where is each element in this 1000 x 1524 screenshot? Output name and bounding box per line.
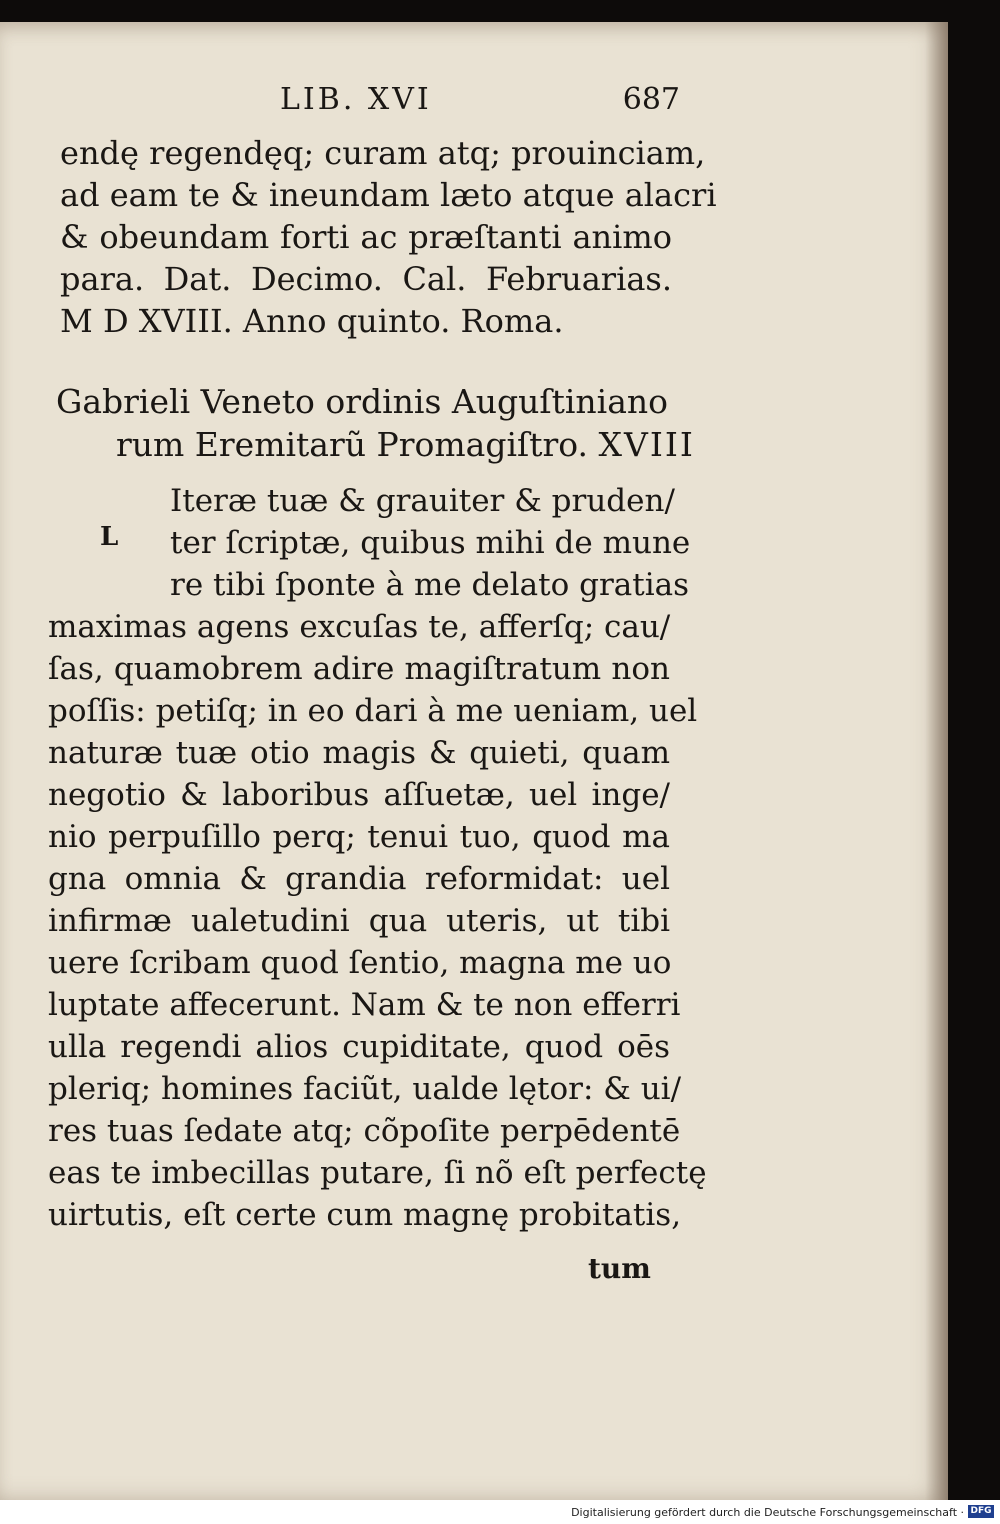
letter-line: res tuas ſedate atq; cõpoſite perpēdentē [48, 1113, 681, 1149]
letter-line: pleriq; homines faciũt, ualde lętor: & ui/ [48, 1071, 682, 1107]
letter-line: maximas agens excuſas te, afferſq; cau/ [48, 609, 671, 645]
catchword: tum [588, 1252, 651, 1285]
dfg-logo: DFG [968, 1505, 994, 1518]
page-edge-shadow [925, 22, 948, 1500]
text-line: para. Dat. Decimo. Cal. Februarias. [60, 260, 672, 298]
text-line: endę regendęq; curam atq; prouinciam, [60, 134, 706, 172]
letter-line: poſſis: petiſq; in eo dari à me ueniam, uel [48, 693, 698, 729]
text-line: & obeundam forti ac præſtanti animo [60, 218, 672, 256]
funding-credit: Digitalisierung gefördert durch die Deutsche Forschungsgemeinschaft · [571, 1506, 964, 1519]
letter-line: nio perpuſillo perq; tenui tuo, quod ma [48, 819, 670, 855]
letter-line: eas te imbecillas putare, ſi nõ eſt perfectę [48, 1155, 707, 1191]
footer-bar [0, 1500, 1000, 1524]
letter-line: re tibi ſponte à me delato gratias [170, 567, 690, 603]
letter-line: ter ſcriptæ, quibus mihi de mune [170, 525, 691, 561]
letter-body [48, 480, 707, 1236]
letter-heading [56, 380, 695, 466]
letter-line: infirmæ ualetudini qua uteris, ut tibi [48, 903, 670, 939]
text-line: ad eam te & ineundam læto atque alacri [60, 176, 717, 214]
text-line: M D XVIII. Anno quinto. Roma. [60, 302, 564, 340]
running-head [280, 82, 680, 122]
letter-line: naturæ tuæ otio magis & quieti, quam [48, 735, 670, 771]
heading-line [56, 423, 695, 466]
letter-line: luptate affecerunt. Nam & te non efferri [48, 987, 681, 1023]
letter-line: negotio & laboribus aſſuetæ, uel inge/ [48, 777, 670, 813]
heading-line: Gabrieli Veneto ordinis Auguſtiniano [56, 382, 668, 421]
letter-number: XVIII [598, 425, 695, 464]
page-number: 687 [622, 82, 680, 117]
letter-line: uere ſcribam quod ſentio, magna me uo [48, 945, 672, 981]
letter-line: ſas, quamobrem adire magiſtratum non [48, 651, 670, 687]
running-head-book: LIB. XVI [280, 82, 432, 117]
letter-line: Iteræ tuæ & grauiter & pruden/ [170, 483, 675, 519]
continuation-text [60, 132, 717, 342]
letter-line: uirtutis, eſt certe cum magnę probitatis, [48, 1197, 682, 1233]
initial-guide-letter: L [100, 522, 119, 552]
heading-recipient-title: rum Eremitarũ Promagiſtro. [116, 425, 589, 464]
letter-line: gna omnia & grandia reformidat: uel [48, 861, 670, 897]
letter-line: ulla regendi alios cupiditate, quod oēs [48, 1029, 670, 1065]
